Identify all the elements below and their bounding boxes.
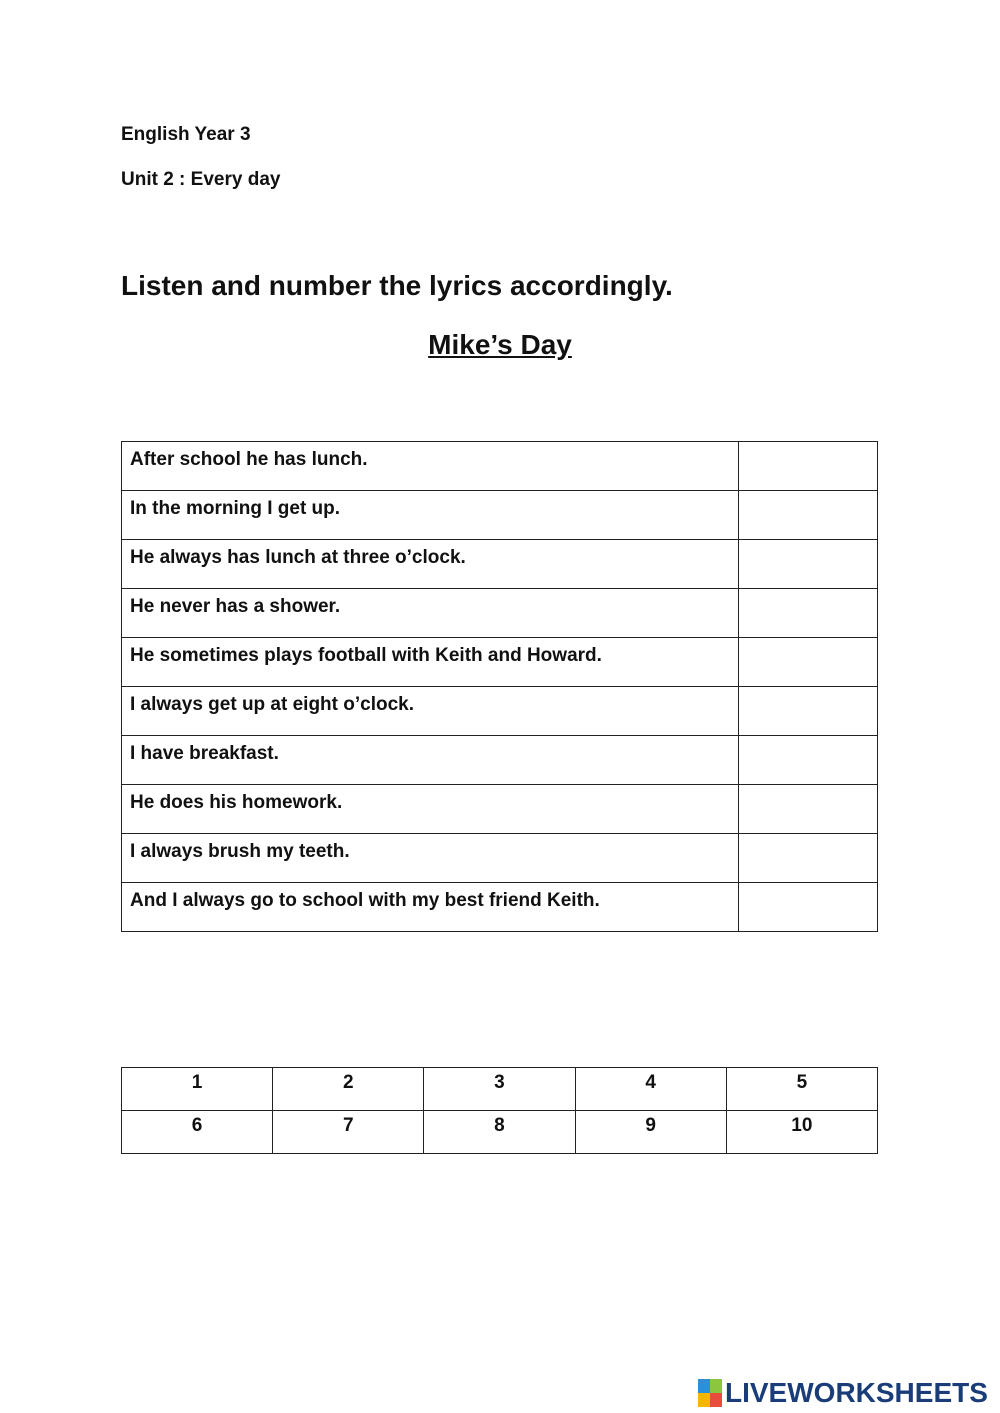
answer-box[interactable] bbox=[739, 687, 878, 736]
lyric-text: In the morning I get up. bbox=[122, 491, 739, 540]
lyric-row bbox=[122, 687, 878, 736]
lyric-row bbox=[122, 491, 878, 540]
lyric-row bbox=[122, 638, 878, 687]
lyric-text: He always has lunch at three o’clock. bbox=[122, 540, 739, 589]
unit-heading: Unit 2 : Every day bbox=[121, 169, 281, 190]
number-cell: 10 bbox=[726, 1111, 877, 1154]
lyrics-table bbox=[121, 441, 878, 932]
lyric-row bbox=[122, 540, 878, 589]
lyric-text: He never has a shower. bbox=[122, 589, 739, 638]
answer-box[interactable] bbox=[739, 442, 878, 491]
lyric-row bbox=[122, 589, 878, 638]
brand-name: LIVEWORKSHEETS bbox=[725, 1377, 988, 1408]
answer-box[interactable] bbox=[739, 491, 878, 540]
lyric-row bbox=[122, 736, 878, 785]
lyric-text: He sometimes plays football with Keith and Howard. bbox=[122, 638, 739, 687]
number-cell: 5 bbox=[726, 1068, 877, 1111]
number-cell: 3 bbox=[424, 1068, 575, 1111]
lyric-text: And I always go to school with my best friend Keith. bbox=[122, 883, 739, 932]
liveworksheets-logo-icon bbox=[698, 1379, 722, 1407]
number-row bbox=[122, 1111, 878, 1154]
lyric-text: I always brush my teeth. bbox=[122, 834, 739, 883]
number-cell: 9 bbox=[575, 1111, 726, 1154]
lyric-text: I have breakfast. bbox=[122, 736, 739, 785]
worksheet-title: Mike’s Day bbox=[428, 329, 572, 360]
number-cell: 8 bbox=[424, 1111, 575, 1154]
lyric-row bbox=[122, 785, 878, 834]
number-cell: 4 bbox=[575, 1068, 726, 1111]
lyric-row bbox=[122, 442, 878, 491]
lyric-text: He does his homework. bbox=[122, 785, 739, 834]
liveworksheets-brand bbox=[698, 1377, 988, 1409]
answer-box[interactable] bbox=[739, 638, 878, 687]
subject-heading: English Year 3 bbox=[121, 124, 251, 145]
answer-box[interactable] bbox=[739, 785, 878, 834]
answer-box[interactable] bbox=[739, 883, 878, 932]
answer-box[interactable] bbox=[739, 589, 878, 638]
number-cell: 1 bbox=[122, 1068, 273, 1111]
lyric-row bbox=[122, 883, 878, 932]
number-cell: 2 bbox=[273, 1068, 424, 1111]
instruction-text: Listen and number the lyrics accordingly. bbox=[121, 270, 673, 301]
answer-box[interactable] bbox=[739, 540, 878, 589]
lyric-text: After school he has lunch. bbox=[122, 442, 739, 491]
lyric-row bbox=[122, 834, 878, 883]
number-cell: 6 bbox=[122, 1111, 273, 1154]
lyric-text: I always get up at eight o’clock. bbox=[122, 687, 739, 736]
number-cell: 7 bbox=[273, 1111, 424, 1154]
number-grid bbox=[121, 1067, 878, 1154]
number-row bbox=[122, 1068, 878, 1111]
answer-box[interactable] bbox=[739, 736, 878, 785]
answer-box[interactable] bbox=[739, 834, 878, 883]
